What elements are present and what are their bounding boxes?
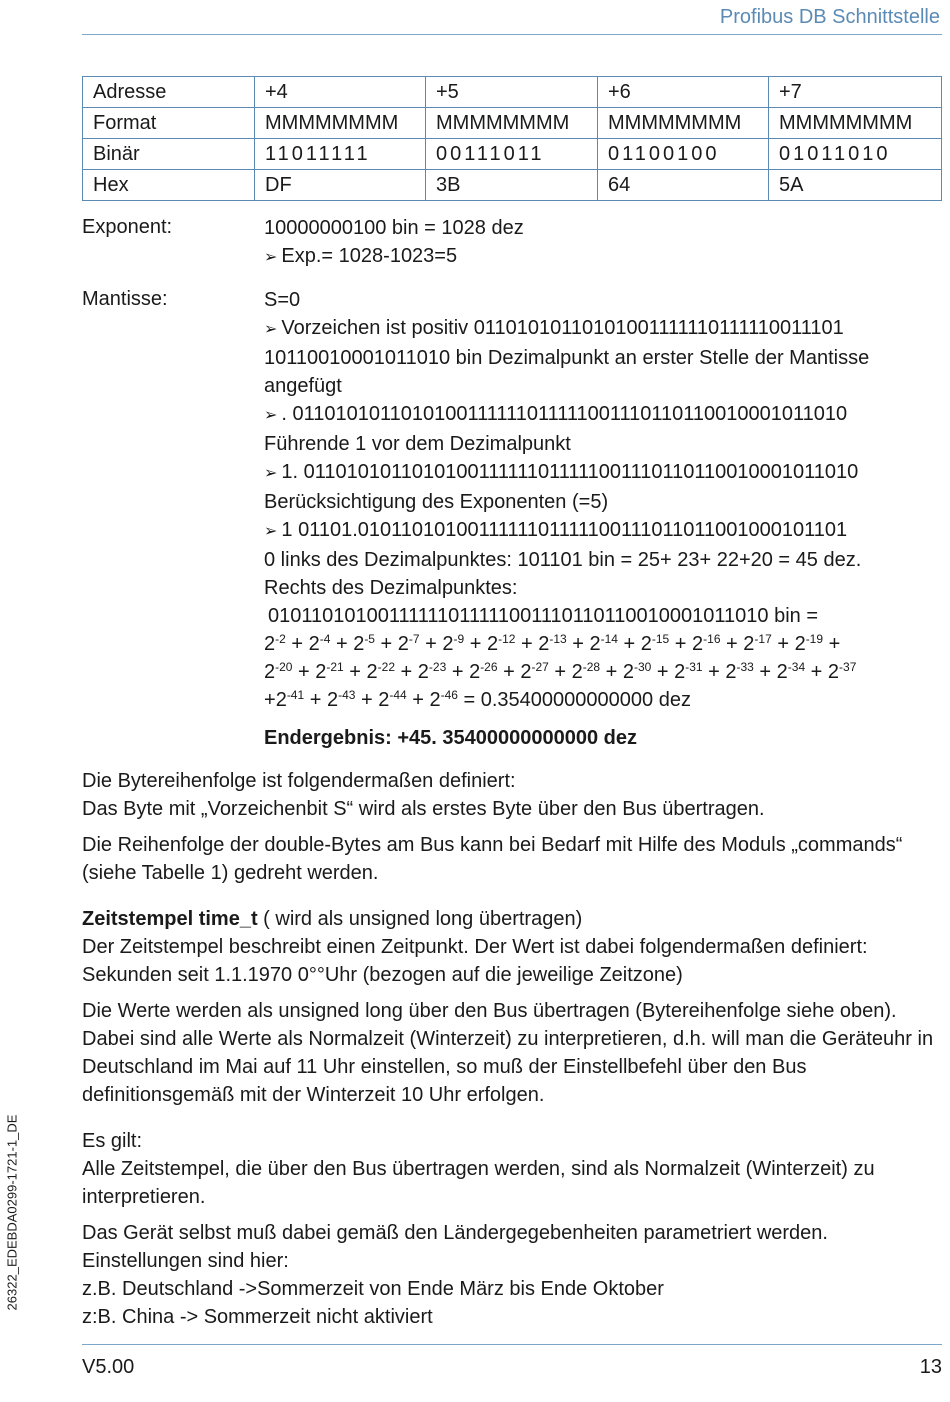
exponent-result: Exp.= 1028-1023=5 bbox=[281, 245, 458, 267]
table-cell: MMMMMMMM bbox=[769, 108, 942, 139]
power-term: $2^{-22}$ bbox=[366, 660, 395, 683]
paragraph: Die Bytereihenfolge ist folgendermaßen definiert: bbox=[82, 770, 516, 792]
power-terms-line: $2^{-2} + 2^{-4} + 2^{-5} + 2^{-7} + 2^{-9} + 2^{-12} + 2^{-13} + 2^{-14} + 2^{-15} + 2^{-16} + 2^{-17} + 2^{-19}$ + bbox=[264, 632, 841, 655]
exponent-result-line bbox=[264, 242, 944, 272]
table-cell: +5 bbox=[426, 77, 598, 108]
table-cell: Hex bbox=[83, 170, 255, 201]
power-exponent: -21 bbox=[326, 660, 344, 674]
power-term: $2^{-37}$ bbox=[827, 660, 857, 683]
power-exponent: -7 bbox=[408, 632, 420, 646]
power-term: $2^{-20}$ bbox=[264, 660, 293, 683]
paragraph: Die Reihenfolge der double-Bytes am Bus kann bei Bedarf mit Hilfe des Moduls „commands“ (siehe Tabelle 1) gedreht werden. bbox=[82, 834, 903, 884]
table-cell: 11011111 bbox=[255, 139, 426, 170]
arrow-bullet-icon: ➢ bbox=[264, 523, 278, 540]
power-term: $2^{-44}$ bbox=[378, 688, 407, 711]
paragraph: Es gilt: bbox=[82, 1130, 143, 1152]
table-row bbox=[83, 139, 942, 170]
power-term: $2^{-12}$ bbox=[486, 632, 516, 655]
power-term: $2^{-41}$ bbox=[275, 688, 305, 711]
power-term: $2^{-15}$ bbox=[640, 632, 670, 655]
table-row bbox=[83, 77, 942, 108]
power-exponent: -28 bbox=[582, 660, 601, 674]
arrow-bullet-icon: ➢ bbox=[264, 407, 278, 424]
mantisse-step-text: Vorzeichen ist positiv 01101010110101001111110111110011101 10110010001011010 bin Dezimalpunkt an erster Stelle der Mantisse angefügt bbox=[264, 317, 870, 397]
power-term: $2^{-30}$ bbox=[622, 660, 652, 683]
mantisse-step bbox=[264, 458, 944, 488]
power-term: $2^{-34}$ bbox=[776, 660, 806, 683]
mantisse-step bbox=[264, 314, 944, 400]
power-exponent: -27 bbox=[531, 660, 549, 674]
footer-version: V5.00 bbox=[82, 1356, 135, 1378]
mantisse-note: Rechts des Dezimalpunktes: bbox=[264, 577, 518, 599]
paragraph bbox=[82, 905, 944, 933]
mantisse-step-text: 1. 0110101011010100111111011111001110110110010001011010 bbox=[281, 461, 859, 483]
power-exponent: -13 bbox=[549, 632, 567, 646]
power-exponent: -17 bbox=[754, 632, 772, 646]
mantisse-note: Berücksichtigung des Exponenten (=5) bbox=[264, 491, 609, 513]
power-exponent: -26 bbox=[480, 660, 498, 674]
power-exponent: -9 bbox=[453, 632, 465, 646]
mantisse-note: 0 links des Dezimalpunktes: 101101 bin = 25+ 23+ 22+20 = 45 dez. bbox=[264, 549, 862, 571]
power-exponent: -16 bbox=[703, 632, 721, 646]
power-term: $2^{-19}$ bbox=[794, 632, 824, 655]
mantisse-step bbox=[264, 516, 944, 546]
power-term: $2^{-43}$ bbox=[326, 688, 356, 711]
power-exponent: -33 bbox=[736, 660, 754, 674]
power-exponent: -31 bbox=[685, 660, 703, 674]
table-cell: 5A bbox=[769, 170, 942, 201]
power-term: $2^{-14}$ bbox=[589, 632, 618, 655]
power-exponent: -46 bbox=[440, 688, 458, 702]
power-exponent: -2 bbox=[275, 632, 286, 646]
mantisse-label: Mantisse: bbox=[82, 288, 168, 310]
power-exponent: -14 bbox=[600, 632, 618, 646]
paragraph: z.B. Deutschland ->Sommerzeit von Ende März bis Ende Oktober bbox=[82, 1278, 664, 1300]
page-header-title: Profibus DB Schnittstelle bbox=[719, 6, 940, 28]
power-term: $2^{-5}$ bbox=[353, 632, 375, 655]
exponent-label: Exponent: bbox=[82, 216, 173, 238]
power-exponent: -19 bbox=[805, 632, 824, 646]
paragraph: Der Zeitstempel beschreibt einen Zeitpunkt. Der Wert ist dabei folgendermaßen definiert: Sekunden seit 1.1.1970 0°°Uhr (bezogen auf die jeweilige Zeitzone) bbox=[82, 936, 868, 986]
power-exponent: -30 bbox=[633, 660, 652, 674]
power-exponent: -43 bbox=[338, 688, 356, 702]
power-exponent: -12 bbox=[498, 632, 516, 646]
table-cell: Binär bbox=[83, 139, 255, 170]
power-exponent: -23 bbox=[428, 660, 447, 674]
table-cell: +6 bbox=[598, 77, 769, 108]
header-rule bbox=[82, 34, 942, 35]
power-term: $2^{-7}$ bbox=[397, 632, 420, 655]
power-term: $2^{-26}$ bbox=[469, 660, 498, 683]
power-term: $2^{-46}$ bbox=[429, 688, 458, 711]
power-term: $2^{-2}$ bbox=[264, 632, 286, 655]
power-exponent: -41 bbox=[286, 688, 305, 702]
paragraph: Das Byte mit „Vorzeichenbit S“ wird als erstes Byte über den Bus übertragen. bbox=[82, 798, 765, 820]
table-cell: 3B bbox=[426, 170, 598, 201]
mantisse-note: Führende 1 vor dem Dezimalpunkt bbox=[264, 433, 571, 455]
power-term: $2^{-13}$ bbox=[538, 632, 567, 655]
arrow-bullet-icon: ➢ bbox=[264, 321, 278, 338]
arrow-bullet-icon: ➢ bbox=[264, 249, 278, 266]
arrow-bullet-icon: ➢ bbox=[264, 465, 278, 482]
power-term: $2^{-21}$ bbox=[315, 660, 344, 683]
table-row bbox=[83, 108, 942, 139]
mantisse-step-text: . 0110101011010100111111011111001110110110010001011010 bbox=[281, 403, 848, 425]
table-cell: MMMMMMMM bbox=[426, 108, 598, 139]
table-cell: 00111011 bbox=[426, 139, 598, 170]
table-cell: 01100100 bbox=[598, 139, 769, 170]
table-cell: +7 bbox=[769, 77, 942, 108]
power-term: $2^{-23}$ bbox=[417, 660, 447, 683]
mantisse-bits: 01011010100111111011111001110110110010001011010 bin = bbox=[268, 605, 818, 627]
power-exponent: -15 bbox=[651, 632, 670, 646]
power-terms-line: $+2^{-41} + 2^{-43} + 2^{-44} + 2^{-46} = 0.35400000000000$ dez bbox=[264, 688, 691, 711]
table-cell: 01011010 bbox=[769, 139, 942, 170]
mantisse-step-text: 1 01101.0101101010011111101111100111011011001000101101 bbox=[281, 519, 848, 541]
table-cell: 64 bbox=[598, 170, 769, 201]
power-exponent: -37 bbox=[839, 660, 857, 674]
power-terms-line: $2^{-20} + 2^{-21} + 2^{-22} + 2^{-23} + 2^{-26} + 2^{-27} + 2^{-28} + 2^{-30} + 2^{-31} + 2^{-33} + 2^{-34} + 2^{-37}$ bbox=[264, 660, 857, 683]
table-cell: MMMMMMMM bbox=[598, 108, 769, 139]
power-exponent: -44 bbox=[389, 688, 407, 702]
paragraph: z:B. China -> Sommerzeit nicht aktiviert bbox=[82, 1306, 433, 1328]
document-code: 26322_EDEBDA0299-1721-1_DE bbox=[4, 1114, 20, 1311]
power-term: $2^{-9}$ bbox=[442, 632, 465, 655]
page-number: 13 bbox=[919, 1356, 942, 1378]
table-cell: +4 bbox=[255, 77, 426, 108]
byte-table bbox=[82, 76, 942, 201]
table-cell: MMMMMMMM bbox=[255, 108, 426, 139]
power-exponent: -34 bbox=[787, 660, 806, 674]
section-heading: Zeitstempel time_t bbox=[82, 908, 258, 930]
power-exponent: -22 bbox=[377, 660, 395, 674]
mantisse-calc bbox=[264, 286, 944, 714]
power-term: $2^{-31}$ bbox=[674, 660, 703, 683]
power-exponent: -4 bbox=[319, 632, 331, 646]
power-term: $2^{-17}$ bbox=[743, 632, 772, 655]
power-term: $2^{-4}$ bbox=[308, 632, 331, 655]
power-term: $2^{-33}$ bbox=[725, 660, 754, 683]
exponent-line: 10000000100 bin = 1028 dez bbox=[264, 217, 524, 239]
sign-line: S=0 bbox=[264, 289, 301, 311]
footer-rule bbox=[82, 1344, 942, 1345]
power-exponent: -20 bbox=[275, 660, 293, 674]
section-heading-note: ( wird als unsigned long übertragen) bbox=[257, 908, 583, 930]
power-term: $2^{-28}$ bbox=[571, 660, 601, 683]
paragraph: Alle Zeitstempel, die über den Bus übertragen werden, sind als Normalzeit (Winterzeit) zu interpretieren. bbox=[82, 1158, 875, 1208]
body-text bbox=[82, 767, 944, 1331]
power-term: $2^{-27}$ bbox=[520, 660, 549, 683]
exponent-calc bbox=[264, 214, 944, 272]
power-exponent: -5 bbox=[364, 632, 375, 646]
mantisse-step bbox=[264, 400, 944, 430]
table-cell: Adresse bbox=[83, 77, 255, 108]
paragraph: Die Werte werden als unsigned long über den Bus übertragen (Bytereihenfolge siehe oben). Dabei sind alle Werte als Normalzeit (Winterzeit) zu interpretieren, d.h. will man die Geräteuhr in Deutschland im Mai auf 11 Uhr einstellen, so muß der Einstellbefehl über den Bus definitionsgemäß mit der Winterzeit 10 Uhr erfolgen. bbox=[82, 1000, 934, 1106]
table-row bbox=[83, 170, 942, 201]
table-cell: Format bbox=[83, 108, 255, 139]
power-term: $2^{-16}$ bbox=[692, 632, 721, 655]
table-cell: DF bbox=[255, 170, 426, 201]
final-result: Endergebnis: +45. 35400000000000 dez bbox=[264, 727, 638, 749]
paragraph: Das Gerät selbst muß dabei gemäß den Ländergegebenheiten parametriert werden. Einstellungen sind hier: bbox=[82, 1222, 828, 1272]
